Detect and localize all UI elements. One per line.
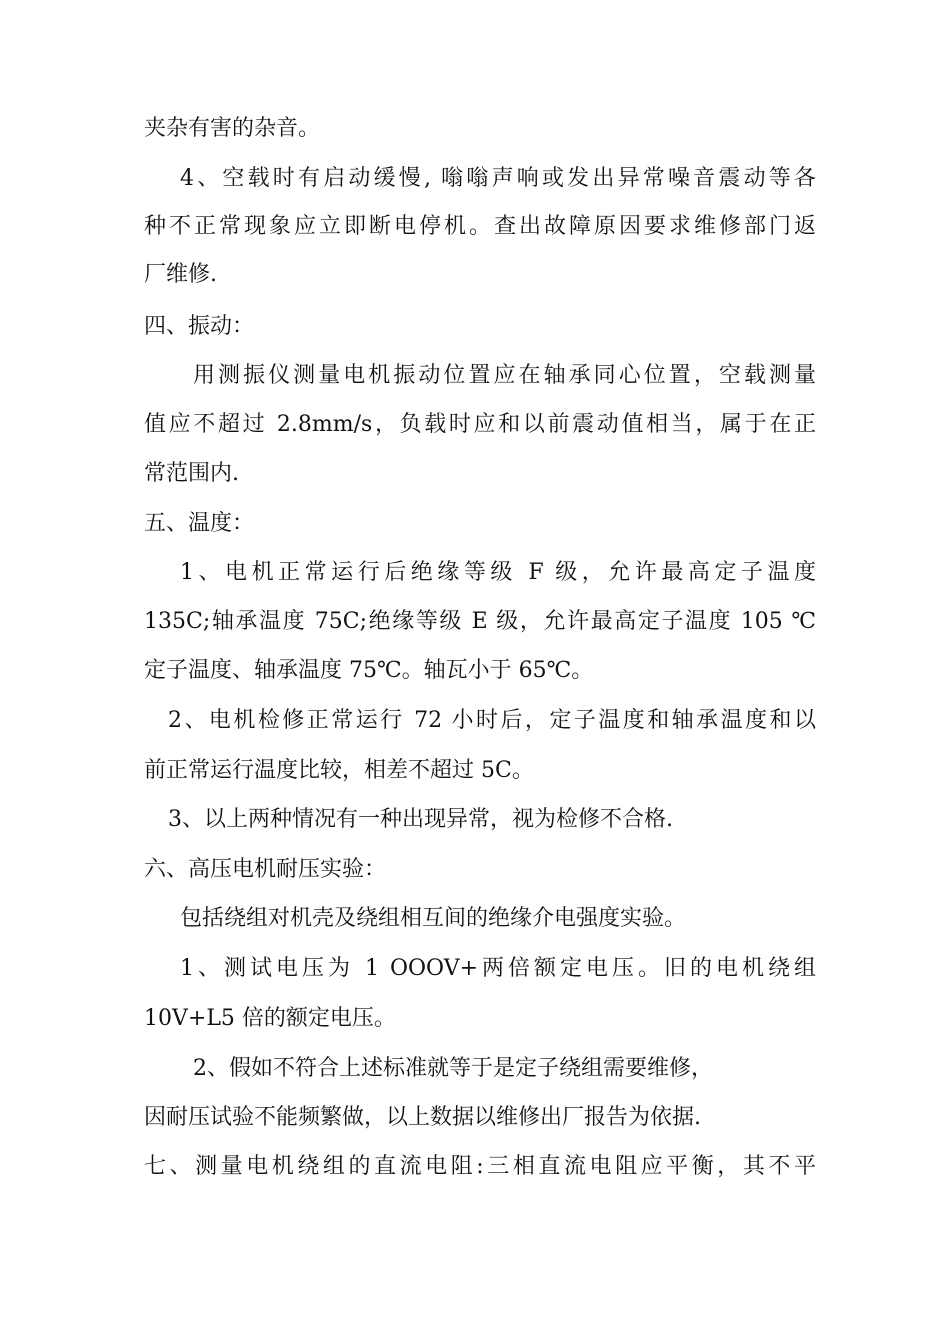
text-line: 2、电机检修正常运行 72 小时后，定子温度和轴承温度和以 <box>168 708 816 733</box>
text-line: 1、电机正常运行后绝缘等级 F 级，允许最高定子温度 <box>180 560 816 585</box>
text-line: 135C;轴承温度 75C;绝缘等级 E 级，允许最高定子温度 105 ℃ <box>144 609 816 634</box>
text-line: 1、测试电压为 1 OOOV+两倍额定电压。旧的电机绕组 <box>180 956 816 981</box>
section-heading: 四、振动： <box>144 314 255 339</box>
text-line: 定子温度、轴承温度 75℃。轴瓦小于 65℃。 <box>144 658 594 683</box>
text-line: 常范围内. <box>144 461 239 486</box>
text-line: 夹杂有害的杂音。 <box>144 116 321 141</box>
text-line: 4、空载时有启动缓慢, 嗡嗡声响或发出异常噪音震动等各 <box>180 166 816 191</box>
text-line: 因耐压试验不能频繁做，以上数据以维修出厂报告为依据. <box>144 1105 701 1130</box>
text-line: 厂维修. <box>144 262 217 287</box>
text-line: 2、假如不符合上述标准就等于是定子绕组需要维修， <box>193 1056 713 1081</box>
section-heading: 七、测量电机绕组的直流电阻:三相直流电阻应平衡，其不平 <box>144 1154 816 1179</box>
text-line: 用测振仪测量电机振动位置应在轴承同心位置，空载测量 <box>193 363 816 388</box>
text-line: 值应不超过 2.8mm/s，负载时应和以前震动值相当，属于在正 <box>144 412 816 437</box>
text-line: 前正常运行温度比较，相差不超过 5C。 <box>144 758 534 783</box>
text-line: 种不正常现象应立即断电停机。查出故障原因要求维修部门返 <box>144 214 816 239</box>
section-heading: 六、高压电机耐压实验： <box>144 857 387 882</box>
text-line: 包括绕组对机壳及绕组相互间的绝缘介电强度实验。 <box>180 906 687 931</box>
section-heading: 五、温度： <box>144 511 255 536</box>
text-line: 10V+L5 倍的额定电压。 <box>144 1006 396 1031</box>
text-line: 3、以上两种情况有一种出现异常，视为检修不合格. <box>168 807 673 832</box>
